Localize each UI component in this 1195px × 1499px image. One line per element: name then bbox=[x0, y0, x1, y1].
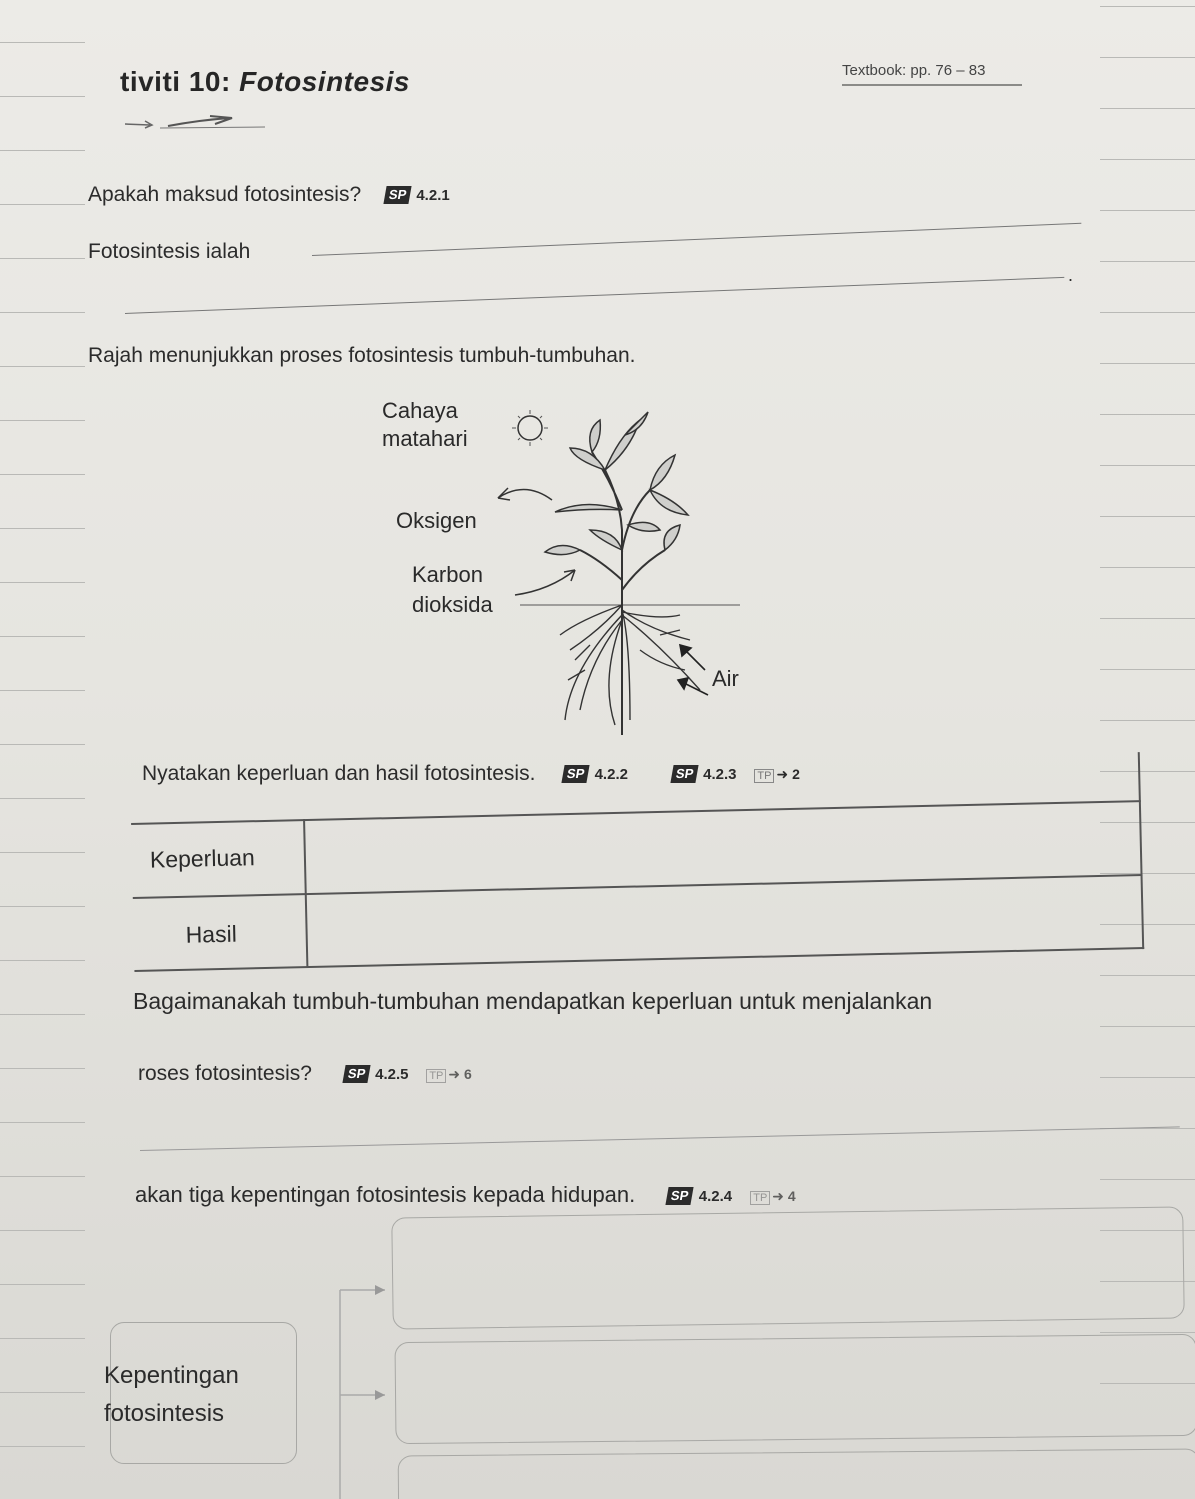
ruled-line-left bbox=[0, 1068, 85, 1069]
label-co2-line2: dioksida bbox=[412, 592, 493, 617]
sp-badge: SP bbox=[666, 1187, 695, 1205]
sun-icon bbox=[512, 410, 548, 446]
q4-sp-code: 4.2.4 bbox=[698, 1187, 733, 1205]
q3-sp-code: 4.2.5 bbox=[375, 1065, 409, 1083]
q3-answer-line[interactable] bbox=[140, 1126, 1180, 1151]
pen-scribble-mark bbox=[120, 112, 270, 132]
ruled-line-left bbox=[0, 204, 85, 205]
answer-box-2[interactable] bbox=[394, 1334, 1195, 1444]
ruled-line-right bbox=[1100, 618, 1195, 619]
tp-badge: TP bbox=[750, 1191, 770, 1205]
ruled-line-left bbox=[0, 528, 85, 529]
plant-leaves bbox=[545, 412, 688, 555]
center-concept-box bbox=[110, 1322, 297, 1464]
ruled-line-left bbox=[0, 1014, 85, 1015]
sp-badge: SP bbox=[670, 765, 699, 783]
tp-badge: TP bbox=[754, 769, 774, 783]
answer-box-3[interactable] bbox=[398, 1449, 1195, 1499]
ruled-line-right bbox=[1100, 720, 1195, 721]
ruled-line-left bbox=[0, 636, 85, 637]
q1-answer-end: . bbox=[1068, 265, 1074, 285]
ruled-line-left bbox=[0, 582, 85, 583]
ruled-line-right bbox=[1100, 465, 1195, 466]
ruled-line-left bbox=[0, 852, 85, 853]
activity-title bbox=[120, 66, 410, 98]
needs-products-table bbox=[130, 752, 1144, 970]
q1-answer-line-2[interactable] bbox=[125, 277, 1064, 314]
center-box-line2: fotosintesis bbox=[104, 1400, 225, 1427]
q1-sp-code: 4.2.1 bbox=[416, 186, 450, 204]
ruled-line-left bbox=[0, 258, 85, 259]
ruled-line-right bbox=[1100, 414, 1195, 415]
ruled-line-right bbox=[1100, 516, 1195, 517]
ruled-line-right bbox=[1100, 57, 1195, 58]
activity-topic: Fotosintesis bbox=[239, 66, 411, 97]
q2-sp-code-2: 4.2.3 bbox=[703, 765, 737, 783]
ruled-line-left bbox=[0, 744, 85, 745]
sp-badge: SP bbox=[342, 1065, 371, 1083]
sp-badge: SP bbox=[562, 765, 591, 783]
answer-box-1[interactable] bbox=[391, 1206, 1184, 1329]
ruled-line-left bbox=[0, 42, 85, 43]
plant-roots bbox=[560, 605, 700, 725]
tp-badge: TP bbox=[426, 1069, 446, 1083]
sp-badge: SP bbox=[383, 186, 412, 204]
ruled-line-right bbox=[1100, 261, 1195, 262]
ruled-line-left bbox=[0, 150, 85, 151]
q3-question-line2 bbox=[138, 1062, 472, 1086]
q4-question-text: akan tiga kepentingan fotosintesis kepada hidupan. bbox=[135, 1182, 636, 1207]
q3-sp-tag bbox=[344, 1065, 409, 1083]
ruled-line-right bbox=[1100, 363, 1195, 364]
ruled-line-right bbox=[1100, 312, 1195, 313]
ruled-line-right bbox=[1100, 6, 1195, 7]
label-water: Air bbox=[712, 666, 739, 691]
ruled-line-left bbox=[0, 1284, 85, 1285]
q1-question bbox=[88, 183, 450, 207]
ruled-line-left bbox=[0, 690, 85, 691]
diagram-caption: Rajah menunjukkan proses fotosintesis tumbuh-tumbuhan. bbox=[88, 344, 636, 367]
ruled-line-right bbox=[1100, 975, 1195, 976]
ruled-line-left bbox=[0, 1392, 85, 1393]
ruled-line-right bbox=[1100, 567, 1195, 568]
row-label-hasil: Hasil bbox=[185, 920, 238, 948]
ruled-line-right bbox=[1100, 210, 1195, 211]
ruled-line-left bbox=[0, 1446, 85, 1447]
ruled-line-left bbox=[0, 420, 85, 421]
q3-question-line1: Bagaimanakah tumbuh-tumbuhan mendapatkan keperluan untuk menjalankan bbox=[133, 988, 933, 1014]
q2-question-text: Nyatakan keperluan dan hasil fotosintesis. bbox=[142, 762, 536, 785]
ruled-line-left bbox=[0, 96, 85, 97]
ruled-line-left bbox=[0, 798, 85, 799]
ruled-line-left bbox=[0, 312, 85, 313]
q2-tp-level: 2 bbox=[792, 765, 800, 782]
ruled-line-left bbox=[0, 906, 85, 907]
textbook-reference: Textbook: pp. 76 – 83 bbox=[842, 62, 1022, 86]
q1-answer-line-1[interactable] bbox=[312, 223, 1081, 256]
ruled-line-right bbox=[1100, 669, 1195, 670]
ruled-line-left bbox=[0, 1176, 85, 1177]
ruled-line-left bbox=[0, 366, 85, 367]
ruled-line-right bbox=[1100, 1179, 1195, 1180]
ruled-line-left bbox=[0, 1230, 85, 1231]
q3-tp-level: 6 bbox=[464, 1065, 472, 1082]
q4-tp-tag: TP ➜ 4 bbox=[750, 1188, 795, 1204]
ruled-line-left bbox=[0, 960, 85, 961]
ruled-line-right bbox=[1100, 1026, 1195, 1027]
photosynthesis-diagram bbox=[330, 390, 750, 740]
ruled-line-right bbox=[1100, 1077, 1195, 1078]
q4-question bbox=[135, 1182, 796, 1208]
q2-tp-tag: TP ➜ 2 bbox=[754, 766, 799, 782]
ruled-line-left bbox=[0, 1338, 85, 1339]
activity-number: tiviti 10: bbox=[120, 66, 231, 97]
q4-tp-level: 4 bbox=[787, 1187, 796, 1204]
row-label-keperluan: Keperluan bbox=[149, 844, 256, 873]
q2-sp-code-1: 4.2.2 bbox=[594, 765, 628, 783]
ruled-line-left bbox=[0, 474, 85, 475]
q1-answer-prefix: Fotosintesis ialah bbox=[88, 240, 251, 263]
label-co2-line1: Karbon bbox=[412, 562, 483, 587]
q1-question-text: Apakah maksud fotosintesis? bbox=[88, 183, 362, 206]
center-box-line1: Kepentingan bbox=[104, 1362, 239, 1389]
ruled-line-right bbox=[1100, 108, 1195, 109]
ruled-line-right bbox=[1100, 159, 1195, 160]
label-sunlight-line2: matahari bbox=[382, 426, 468, 451]
q3-question-text: roses fotosintesis? bbox=[138, 1062, 312, 1085]
label-oxygen: Oksigen bbox=[396, 508, 477, 533]
q3-tp-tag: TP ➜ 6 bbox=[426, 1066, 471, 1082]
oxygen-arrow bbox=[498, 489, 552, 500]
ruled-line-left bbox=[0, 1122, 85, 1123]
plant-illustration bbox=[330, 390, 750, 740]
label-sunlight-line1: Cahaya bbox=[382, 398, 458, 423]
ruled-line-right bbox=[1100, 1332, 1195, 1333]
q1-sp-tag bbox=[385, 186, 450, 204]
q4-sp-tag bbox=[667, 1187, 732, 1205]
co2-arrow bbox=[515, 570, 575, 595]
